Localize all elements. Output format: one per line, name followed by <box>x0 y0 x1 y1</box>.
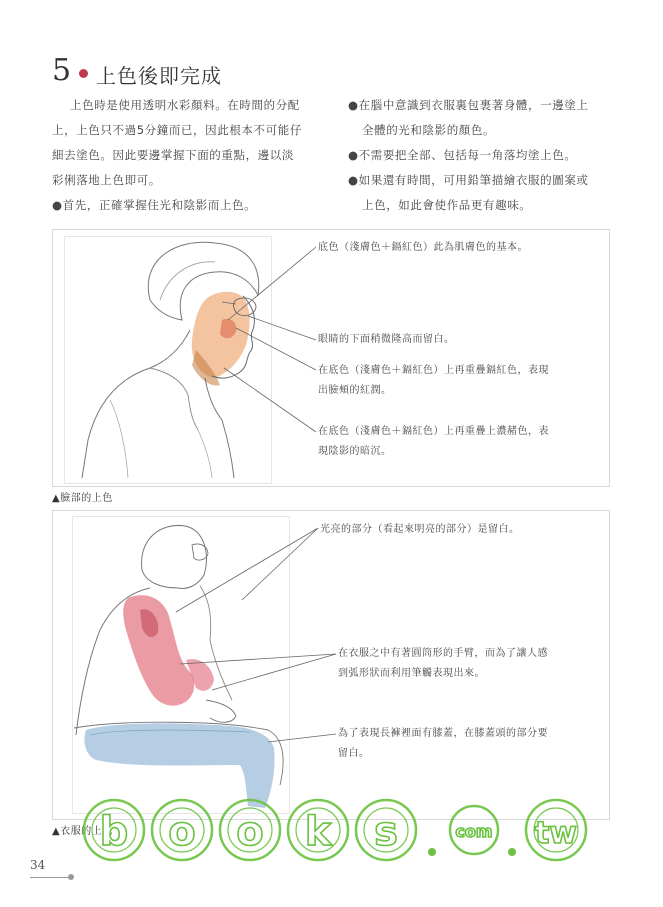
intro-line: 上色，如此會使作品更有趣味。 <box>362 198 532 212</box>
svg-text:tw: tw <box>534 816 578 851</box>
intro-bullet-line: ●如果還有時間，可用鉛筆描繪衣服的圖案或 <box>348 173 589 187</box>
clothes-note-knee-line2: 留白。 <box>338 748 370 759</box>
clothes-note-highlight: 光亮的部分（看起來明亮的部分）是留白。 <box>320 524 520 535</box>
svg-text:s: s <box>374 809 398 855</box>
face-note-shadow-line2: 現陰影的暗沉。 <box>318 446 392 457</box>
face-note-under-eye: 眼睛的下面稍微隆高而留白。 <box>318 334 455 345</box>
svg-text:com: com <box>455 822 493 841</box>
face-note-cheek-line2: 出臉頰的紅潤。 <box>318 385 392 396</box>
intro-line: 細去塗色。因此要邊掌握下面的重點，邊以淡 <box>52 148 294 162</box>
figure-clothes-caption: ▲衣服的上色 <box>52 826 113 837</box>
section-number: 5 <box>52 53 72 88</box>
intro-line: 上，上色只不過5分鐘而已，因此根本不可能仔 <box>52 123 302 137</box>
intro-bullet-line: ●在腦中意識到衣服裏包裹著身體，一邊塗上 <box>348 98 589 112</box>
clothes-note-arm-line2: 到弧形狀而利用筆觸表現出來。 <box>338 668 485 679</box>
footer-rule <box>30 877 70 878</box>
intro-line: 全體的光和陰影的顏色。 <box>362 123 496 137</box>
svg-text:o: o <box>168 809 196 855</box>
section-title: 上色後即完成 <box>96 64 222 88</box>
clothes-note-knee-line1: 為了表現長褲裡面有膝蓋，在膝蓋頭的部分要 <box>338 728 548 739</box>
footer-dot <box>68 874 74 880</box>
intro-line: 上色時是使用透明水彩顏料。在時間的分配 <box>70 98 300 112</box>
intro-bullet-line: ●首先，正確掌握住光和陰影而上色。 <box>52 198 257 212</box>
svg-text:k: k <box>304 809 332 855</box>
face-note-cheek-line1: 在底色（淺膚色＋鎘紅色）上再重疊鎘紅色，表現 <box>318 365 549 376</box>
clothes-note-arm-line1: 在衣服之中有著圓筒形的手臂，而為了讓人感 <box>338 648 548 659</box>
face-note-shadow-line1: 在底色（淺膚色＋鎘紅色）上再重疊上濃赭色，表 <box>318 426 549 437</box>
svg-text:o: o <box>236 809 264 855</box>
face-note-base-color: 底色（淺膚色＋鎘紅色）此為肌膚色的基本。 <box>318 242 528 253</box>
svg-text:b: b <box>99 809 129 855</box>
figure-face-caption: ▲臉部的上色 <box>52 493 113 504</box>
intro-bullet-line: ●不需要把全部、包括每一角落均塗上色。 <box>348 148 577 162</box>
page-number: 34 <box>30 858 46 872</box>
intro-line: 彩俐落地上色即可。 <box>52 173 161 187</box>
